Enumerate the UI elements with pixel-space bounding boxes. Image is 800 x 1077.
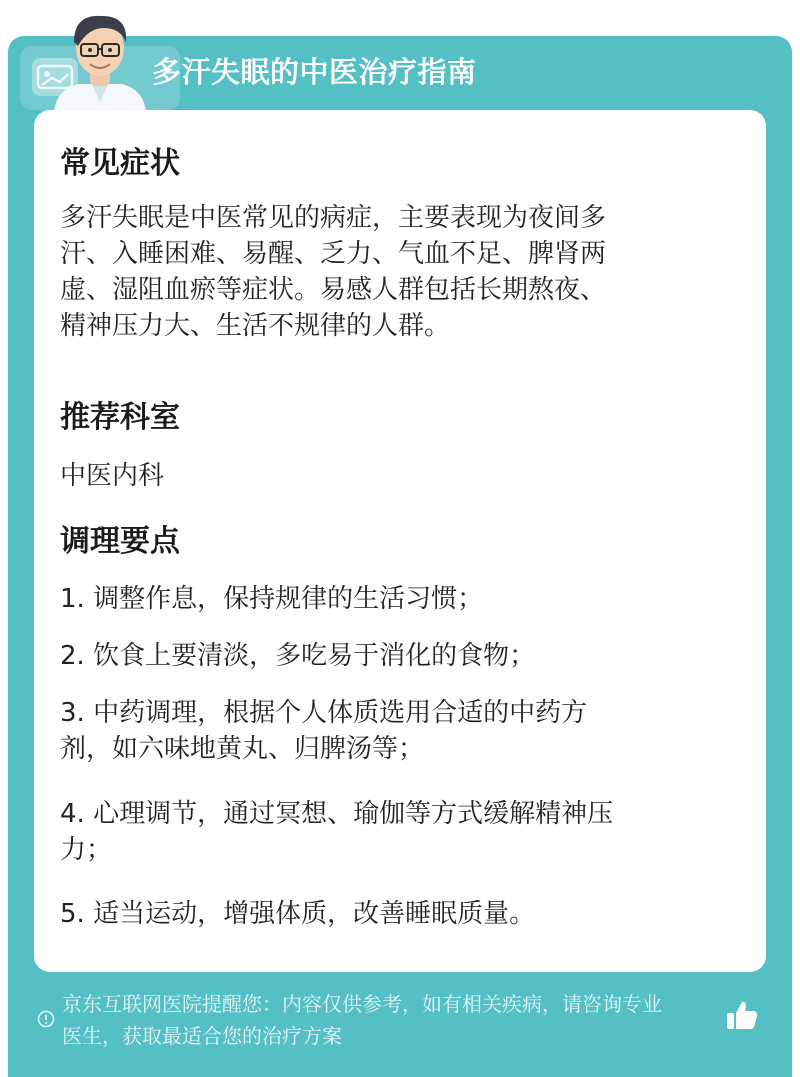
tip-line: 剂，如六味地黄丸、归脾汤等； [60,734,425,764]
section-title-symptoms: 常见症状 [60,146,180,181]
tip-item-4 [60,796,740,868]
symptoms-line: 汗、入睡困难、易醒、乏力、气血不足、脾肾两 [60,239,607,269]
content-card [34,110,766,972]
thumbs-up-icon[interactable] [722,996,762,1036]
page-title: 多汗失眠的中医治疗指南 [152,55,477,89]
section-title-department: 推荐科室 [60,400,180,435]
symptoms-line: 虚、湿阻血瘀等症状。易感人群包括长期熬夜、 [60,275,607,305]
section-title-tips: 调理要点 [60,524,180,559]
symptoms-line: 精神压力大、生活不规律的人群。 [60,311,451,341]
tip-item-1 [60,581,740,617]
tip-item-2 [60,638,740,674]
tip-line: 力； [60,835,113,865]
tip-line: 2. 饮食上要清淡，多吃易于消化的食物； [60,641,536,671]
tip-line: 4. 心理调节，通过冥想、瑜伽等方式缓解精神压 [60,799,614,829]
doctor-avatar [44,6,156,112]
tip-item-5 [60,896,740,932]
tip-line: 5. 适当运动，增强体质，改善睡眠质量。 [60,899,536,929]
symptoms-paragraph [60,200,740,344]
footer-disclaimer [62,988,732,1052]
footer-line: 医生，获取最适合您的治疗方案 [62,1024,342,1048]
info-icon [37,1010,55,1028]
tip-line: 3. 中药调理，根据个人体质选用合适的中药方 [60,698,588,728]
tip-item-3 [60,695,740,767]
footer-line: 京东互联网医院提醒您：内容仅供参考，如有相关疾病，请咨询专业 [62,992,662,1016]
department-value: 中医内科 [60,461,165,491]
tip-line: 1. 调整作息，保持规律的生活习惯； [60,584,484,614]
symptoms-line: 多汗失眠是中医常见的病症，主要表现为夜间多 [60,203,607,233]
